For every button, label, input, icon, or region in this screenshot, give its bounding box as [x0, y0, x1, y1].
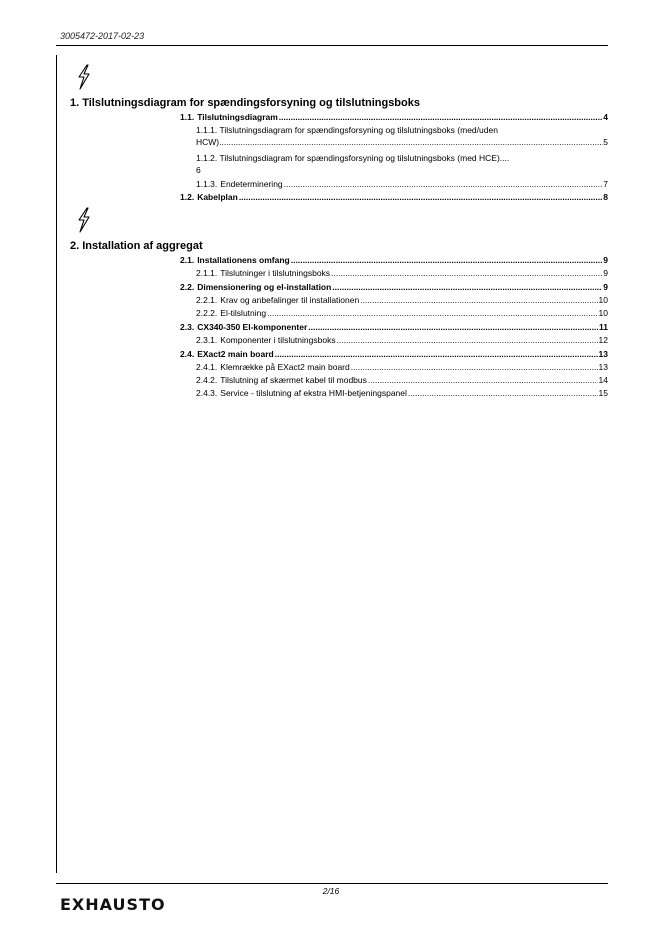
toc-title: Service - tilslutning af ekstra HMI-betjeningspanel — [220, 388, 407, 398]
toc-page: 9 — [603, 255, 608, 265]
toc-title: Komponenter i tilslutningsboks — [220, 335, 336, 345]
toc-number: 2.2. — [180, 282, 195, 292]
toc-number: 2.4.3. — [196, 388, 218, 398]
toc-title: Installationens omfang — [197, 255, 290, 265]
toc-leader — [368, 374, 598, 386]
chapter-1-title: 1. Tilslutningsdiagram for spændingsforsyning og tilslutningsboks — [70, 97, 420, 109]
toc-number: 2.1. — [180, 255, 195, 265]
toc-entry-2-4-1[interactable] — [196, 361, 608, 373]
chapter-2-title: 2. Installation af aggregat — [70, 240, 203, 252]
toc-page: 15 — [598, 388, 608, 398]
toc-title: El-tilslutning — [220, 308, 267, 318]
toc-number: 2.4. — [180, 349, 195, 359]
toc-entry-2-4-2[interactable] — [196, 374, 608, 386]
lightning-bolt-icon — [76, 64, 92, 90]
toc-title: CX340-350 El-komponenter — [197, 322, 308, 332]
toc-leader — [275, 348, 598, 360]
toc-leader — [284, 178, 603, 190]
toc-page: 6 — [196, 165, 201, 175]
toc-entry-1-2[interactable] — [180, 191, 608, 203]
toc-title: Klemrække på EXact2 main board — [220, 362, 350, 372]
toc-page: 10 — [598, 295, 608, 305]
toc-leader — [360, 294, 597, 306]
toc-title: 1.1.1. Tilslutningsdiagram for spændingsforsyning og tilslutningsboks (med/uden — [196, 125, 498, 135]
toc-entry-2-1[interactable] — [180, 254, 608, 266]
toc-page: 8 — [603, 192, 608, 202]
toc-leader — [239, 191, 602, 203]
toc-number: 1.2. — [180, 192, 195, 202]
toc-leader — [279, 111, 602, 123]
toc-title: Dimensionering og el-installation — [197, 282, 332, 292]
footer-rule — [56, 883, 608, 884]
toc-page: 5 — [603, 137, 608, 147]
toc-entry-2-1-1[interactable] — [196, 267, 608, 279]
toc-title-cont: HCW) — [196, 137, 220, 147]
toc-leader — [308, 321, 598, 333]
lightning-bolt-icon — [76, 207, 92, 233]
toc-entry-2-3[interactable] — [180, 321, 608, 333]
toc-entry-2-2[interactable] — [180, 281, 608, 293]
margin-rule — [56, 55, 57, 873]
toc-number: 2.1.1. — [196, 268, 218, 278]
toc-page: 14 — [598, 375, 608, 385]
toc-title: Tilslutning af skærmet kabel til modbus — [220, 375, 367, 385]
toc-leader — [291, 254, 603, 266]
toc-leader — [219, 136, 603, 148]
toc-number: 2.3. — [180, 322, 195, 332]
toc-entry-1-1[interactable] — [180, 111, 608, 123]
exhausto-logo: EXHAUSTO — [60, 895, 166, 914]
header-rule — [56, 45, 608, 46]
toc-number: 2.2.1. — [196, 295, 218, 305]
toc-number: 1.1. — [180, 112, 195, 122]
toc-title: 1.1.2. Tilslutningsdiagram for spændingsforsyning og tilslutningsboks (med HCE).... — [196, 153, 510, 163]
toc-leader — [331, 267, 602, 279]
toc-entry-2-2-1[interactable] — [196, 294, 608, 306]
toc-page: 10 — [598, 308, 608, 318]
toc-page: 11 — [599, 322, 608, 332]
toc-leader — [351, 361, 598, 373]
toc-entry-2-4[interactable] — [180, 348, 608, 360]
page-number: 2/16 — [322, 886, 340, 896]
toc-entry-1-1-2[interactable] — [196, 152, 608, 176]
toc-leader — [332, 281, 602, 293]
toc-title: Kabelplan — [197, 192, 238, 202]
toc-entry-1-1-3[interactable] — [196, 178, 608, 190]
toc-number: 2.2.2. — [196, 308, 218, 318]
toc-leader — [408, 387, 598, 399]
toc-page: 13 — [598, 349, 608, 359]
toc-number: 2.3.1. — [196, 335, 218, 345]
toc-title: Endeterminering — [220, 179, 283, 189]
toc-page: 12 — [598, 335, 608, 345]
toc-page: 9 — [603, 268, 608, 278]
toc-page: 9 — [603, 282, 608, 292]
toc-leader — [267, 307, 597, 319]
toc-leader — [337, 334, 598, 346]
toc-number: 2.4.1. — [196, 362, 218, 372]
toc-title: EXact2 main board — [197, 349, 274, 359]
toc-number: 1.1.3. — [196, 179, 218, 189]
toc-entry-1-1-1[interactable] — [196, 124, 608, 148]
document-id: 3005472-2017-02-23 — [60, 31, 145, 41]
toc-page: 4 — [603, 112, 608, 122]
toc-entry-2-3-1[interactable] — [196, 334, 608, 346]
toc-title: Krav og anbefalinger til installationen — [220, 295, 360, 305]
toc-entry-2-2-2[interactable] — [196, 307, 608, 319]
toc-page: 13 — [598, 362, 608, 372]
toc-title: Tilslutningsdiagram — [197, 112, 278, 122]
toc-page: 7 — [603, 179, 608, 189]
toc-entry-2-4-3[interactable] — [196, 387, 608, 399]
toc-number: 2.4.2. — [196, 375, 218, 385]
toc-title: Tilslutninger i tilslutningsboks — [220, 268, 331, 278]
